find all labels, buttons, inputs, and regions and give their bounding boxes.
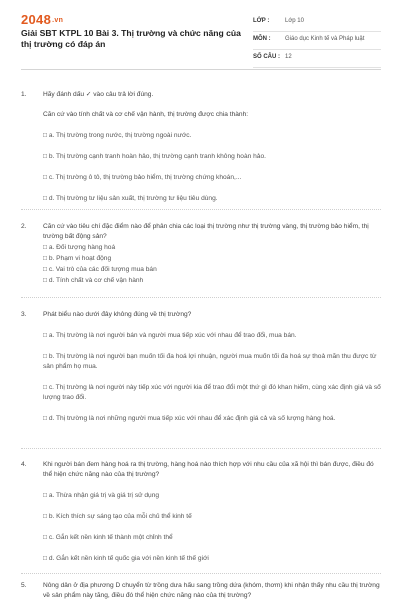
question-stem: Nông dân ở địa phương D chuyển từ trồng dưa hấu sang trồng dứa (khóm, thơm) khi nhận thấy nhu cầu thị trường về sản phẩm này tăng, điều đó thể hiện chức năng nào của thị trường? (43, 582, 380, 599)
option-b[interactable]: □ b. Kích thích sự sáng tạo của mỗi chủ thể kinh tế (43, 513, 192, 520)
question-separator (21, 573, 381, 574)
option-b[interactable]: □ b. Phạm vi hoạt động (43, 255, 112, 262)
question-separator (21, 209, 381, 210)
meta-value: Giáo dục Kinh tế và Pháp luật (285, 36, 365, 42)
question-stem: Khi người bán đem hàng hoá ra thị trường, hàng hoá nào thích hợp với nhu cầu của xã hội thì bán được, điều đó thể hiện chức năng nào của thị trường? (43, 461, 374, 478)
question-intro: Căn cứ vào tính chất và cơ chế vận hành, thị trường được chia thành: (43, 111, 249, 118)
question-separator (21, 297, 381, 298)
question-number: 2. (21, 223, 27, 230)
question-1 (21, 90, 381, 204)
header-divider (21, 69, 381, 70)
question-number: 4. (21, 461, 27, 468)
option-a[interactable]: □ a. Thị trường trong nước, thị trường ngoài nước. (43, 132, 192, 139)
page-header (0, 0, 400, 64)
question-3 (21, 310, 381, 424)
meta-row-count (253, 50, 381, 68)
meta-label: MÔN : (253, 36, 271, 42)
question-4 (21, 460, 381, 564)
page-title: Giải SBT KTPL 10 Bài 3. Thị trường và chức năng của thị trường có đáp án (21, 28, 241, 49)
question-number: 5. (21, 582, 27, 589)
question-number: 3. (21, 311, 27, 318)
question-2 (21, 222, 381, 286)
option-a[interactable]: □ a. Đối tượng hàng hoá (43, 244, 116, 251)
option-c[interactable]: □ c. Gắn kết nền kinh tế thành một chỉnh thể (43, 534, 173, 541)
option-b[interactable]: □ b. Thị trường là nơi người bạn muốn tối đa hoá lợi nhuận, người mua muốn tối đa hoá sự thoả mãn thu được từ sản phẩm họ mua. (43, 353, 377, 370)
option-c[interactable]: □ c. Thị trường ô tô, thị trường bảo hiểm, thị trường chứng khoán,... (43, 174, 242, 181)
option-b[interactable]: □ b. Thị trường cạnh tranh hoàn hảo, thị trường cạnh tranh không hoàn hảo. (43, 153, 266, 160)
meta-row-grade (253, 14, 381, 32)
option-d[interactable]: □ d. Tính chất và cơ chế vận hành (43, 277, 144, 284)
question-separator (21, 448, 381, 449)
question-stem: Căn cứ vào tiêu chí đặc điểm nào để phân chia các loại thị trường như thị trường vàng, thị trường bảo hiểm, thị trường bất động sản? (43, 223, 369, 240)
meta-value: 12 (285, 54, 292, 60)
option-a[interactable]: □ a. Thừa nhận giá trị và giá trị sử dụng (43, 492, 160, 499)
question-number: 1. (21, 91, 27, 98)
question-stem: Phát biểu nào dưới đây không đúng về thị trường? (43, 311, 192, 318)
meta-label: SỐ CÂU : (253, 54, 280, 60)
option-c[interactable]: □ c. Thị trường là nơi người này tiếp xúc với người kia để trao đổi một thứ gì đó khan hiếm, cùng xác định giá và số lượng trao đổi. (43, 384, 381, 401)
option-d[interactable]: □ d. Gắn kết nền kinh tế quốc gia với nền kinh tế thế giới (43, 555, 209, 562)
question-stem: Hãy đánh dấu ✓ vào câu trả lời đúng. (43, 91, 154, 98)
option-d[interactable]: □ d. Thị trường tư liệu sản xuất, thị trường tư liệu tiêu dùng. (43, 195, 218, 202)
option-c[interactable]: □ c. Vai trò của các đối tượng mua bán (43, 266, 157, 273)
option-a[interactable]: □ a. Thị trường là nơi người bán và người mua tiếp xúc với nhau để trao đổi, mua bán. (43, 332, 297, 339)
meta-row-subject (253, 32, 381, 50)
meta-label: LỚP : (253, 18, 270, 24)
meta-value: Lớp 10 (285, 18, 304, 24)
question-5 (21, 581, 381, 601)
option-d[interactable]: □ d. Thị trường là nơi những người mua tiếp xúc với nhau để xác định giá cả và số lượng hàng hoá. (43, 415, 336, 422)
site-logo[interactable]: 2048.vn (21, 12, 64, 27)
meta-table (253, 14, 381, 68)
